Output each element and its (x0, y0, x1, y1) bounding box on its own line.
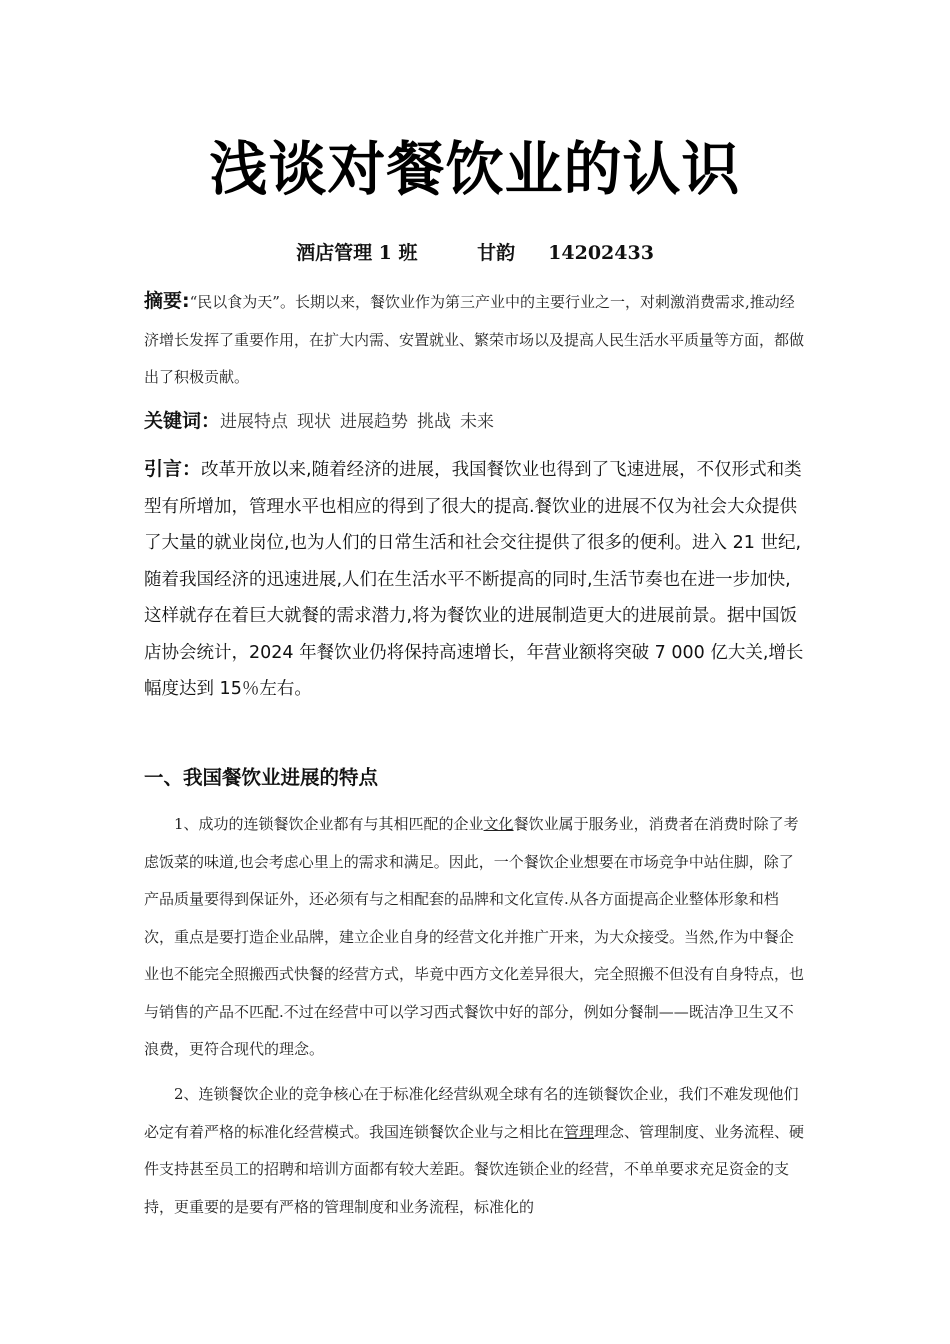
keywords-line (144, 404, 808, 439)
paragraph-text: 餐饮业属于服务业，消费者在消费时除了考虑饭菜的味道,也会考虑心里上的需求和满足。因此，一个餐饮企业想要在市场竞争中站住脚，除了产品质量要得到保证外，还必须有与之相配套的品牌和文化宣传.从各方面提高企业整体形象和档次，重点是要打造企业品牌，建立企业自身的经营文化并推广开来，为大众接受。当然,作为中餐企业也不能完全照搬西式快餐的经营方式，毕竟中西方文化差异很大，完全照搬不但没有自身特点，也与销售的产品不匹配.不过在经营中可以学习西式餐饮中好的部分，例如分餐制——既洁净卫生又不浪费，更符合现代的理念。 (144, 815, 805, 1058)
document-title: 浅谈对餐饮业的认识 (209, 135, 741, 203)
keyword-item: 进展特点 (220, 412, 289, 432)
section-paragraph-1 (144, 806, 808, 1069)
intro-paragraph (144, 451, 808, 708)
culture-link[interactable]: 文化 (483, 815, 514, 833)
keyword-item: 现状 (297, 412, 332, 432)
byline-name: 甘韵 (477, 242, 516, 264)
keywords-label: 关键词： (144, 410, 221, 432)
abstract-text: “民以食为天”。长期以来，餐饮业作为第三产业中的主要行业之一，对刺激消费需求,推动经济增长发挥了重要作用，在扩大内需、安置就业、繁荣市场以及提高人民生活水平质量等方面，都做出了积极贡献。 (144, 293, 805, 386)
keyword-item: 挑战 (417, 412, 452, 432)
byline-class: 酒店管理 1 班 (296, 242, 418, 264)
paragraph-text: 理念、管理制度、业务流程、硬件支持甚至员工的招聘和培训方面都有较大差距。餐饮连锁企业的经营，不单单要求充足资金的支持，更重要的是要有严格的管理制度和业务流程，标准化的 (144, 1122, 805, 1216)
paragraph-text: 1、成功的连锁餐饮企业都有与其相匹配的企业 (174, 815, 484, 833)
keyword-item: 进展趋势 (340, 412, 409, 432)
byline (0, 238, 950, 265)
abstract-label: 摘要: (144, 290, 190, 312)
section-heading: 一、我国餐饮业进展的特点 (144, 766, 379, 789)
section-paragraph-2 (144, 1076, 808, 1226)
abstract-paragraph (144, 283, 808, 397)
byline-id: 14202433 (548, 242, 654, 264)
paragraph-text: 2、连锁餐饮企业的竞争核心在于标准化经营纵观全球有名的连锁餐饮企业，我们不难发现他们必定有着严格的标准化经营模式。我国连锁餐饮企业与之相比在 (144, 1085, 799, 1141)
intro-text: 改革开放以来,随着经济的进展，我国餐饮业也得到了飞速进展，不仅形式和类型有所增加，管理水平也相应的得到了很大的提高.餐饮业的进展不仅为社会大众提供了大量的就业岗位,也为人们的日常生活和社会交往提供了很多的便利。进入 21 世纪,随着我国经济的迅速进展,人们在生活水平不断提高的同时,生活节奏也在进一步加快,这样就存在着巨大就餐的需求潜力,将为餐饮业的进展制造更大的进展前景。据中国饭店协会统计，2024 年餐饮业仍将保持高速增长，年营业额将突破 7 000 亿大关,增长幅度达到 15％左右。 (144, 460, 804, 699)
management-link[interactable]: 管理 (564, 1122, 595, 1141)
keyword-item: 未来 (460, 412, 495, 432)
intro-label: 引言： (144, 458, 202, 480)
